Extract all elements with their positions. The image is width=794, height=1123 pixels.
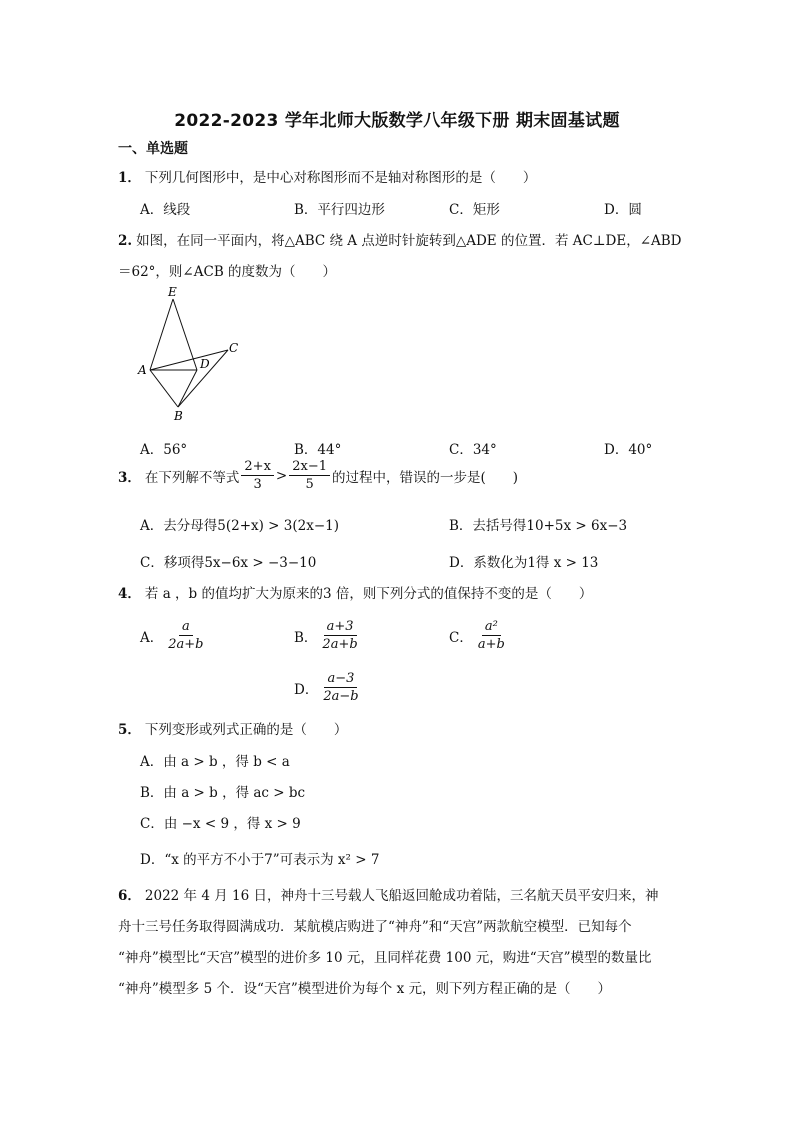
question-1 xyxy=(118,166,536,186)
option-label: C． xyxy=(449,629,473,646)
q1-option-c: C．矩形 xyxy=(449,202,500,218)
page-title: 2022-2023 学年北师大版数学八年级下册 期末固基试题 xyxy=(174,111,620,131)
question-stem-post: 的过程中，错误的一步是( ) xyxy=(332,469,519,486)
question-stem: 下列变形或列式正确的是（ ） xyxy=(144,722,348,738)
numerator: a−3 xyxy=(324,670,357,688)
q2-option-a: A．56° xyxy=(140,442,188,458)
fraction xyxy=(241,458,274,493)
q4-option-a xyxy=(140,618,209,653)
question-stem: 若 a ，b 的值均扩大为原来的3 倍，则下列分式的值保持不变的是（ ） xyxy=(144,586,593,602)
question-3 xyxy=(118,458,518,493)
numerator: a xyxy=(179,618,193,636)
question-4 xyxy=(118,582,592,602)
q5-option-b: B．由 a > b ，得 ac > bc xyxy=(140,785,306,801)
question-6-line-3: “神舟”模型比“天宫”模型的进价多 10 元，且同样花费 100 元，购进“天宫”模型的数量比 xyxy=(118,950,652,966)
label-d: D xyxy=(200,357,210,371)
label-c: C xyxy=(229,341,239,355)
question-stem: 下列几何图形中，是中心对称图形而不是轴对称图形的是（ ） xyxy=(144,170,537,186)
q3-option-c: C．移项得5x−6x > −3−10 xyxy=(140,555,317,571)
numerator: 2x−1 xyxy=(289,458,330,476)
q5-option-c: C．由 −x < 9 ，得 x > 9 xyxy=(140,816,301,832)
question-number: 3． xyxy=(118,469,141,486)
question-stem-line-1: 2022 年 4 月 16 日，神舟十三号载人飞船返回舱成功着陆，三名航天员平安归来，神 xyxy=(144,888,659,904)
denominator: 3 xyxy=(253,477,262,492)
numerator: a² xyxy=(482,618,501,636)
question-stem-pre: 在下列解不等式 xyxy=(144,469,240,486)
q4-option-b xyxy=(294,618,363,653)
q2-option-b: B．44° xyxy=(294,442,342,458)
denominator: 2a+b xyxy=(168,637,204,652)
triangle-rotation-figure xyxy=(130,282,250,427)
denominator: 5 xyxy=(305,477,314,492)
question-number: 1． xyxy=(118,170,141,186)
question-6-line-4: “神舟”模型多 5 个．设“天宫”模型进价为每个 x 元，则下列方程正确的是（ ） xyxy=(118,981,611,997)
q5-option-a: A．由 a > b ，得 b < a xyxy=(140,754,290,770)
question-number: 5． xyxy=(118,722,141,738)
question-6 xyxy=(118,884,659,904)
question-stem-line-1: 如图，在同一平面内，将△ABC 绕 A 点逆时针旋转到△ADE 的位置．若 AC⊥DE，∠ABD xyxy=(136,233,682,249)
label-e: E xyxy=(168,285,177,299)
question-number: 6． xyxy=(118,888,141,904)
label-b: B xyxy=(174,409,183,423)
question-5 xyxy=(118,718,347,738)
option-label: A． xyxy=(140,629,164,646)
fraction xyxy=(289,458,330,493)
label-a: A xyxy=(138,363,147,377)
q5-option-d: D．“x 的平方不小于7”可表示为 x² > 7 xyxy=(140,852,380,868)
fraction xyxy=(320,670,361,705)
q3-option-d: D．系数化为1得 x > 13 xyxy=(449,555,599,571)
denominator: a+b xyxy=(477,637,505,652)
question-2 xyxy=(118,229,682,249)
q4-option-c xyxy=(449,618,510,653)
denominator: 2a−b xyxy=(323,689,359,704)
q1-option-d: D．圆 xyxy=(604,202,642,218)
numerator: 2+x xyxy=(241,458,274,476)
option-label: D． xyxy=(294,681,319,698)
question-2-line-2: ＝62°，则∠ACB 的度数为（ ） xyxy=(118,264,337,280)
q2-option-d: D．40° xyxy=(604,442,653,458)
greater-than-sign: > xyxy=(275,467,288,484)
option-label: B． xyxy=(294,629,318,646)
numerator: a+3 xyxy=(324,618,357,636)
fraction xyxy=(165,618,206,653)
denominator: 2a+b xyxy=(322,637,358,652)
question-number: 4． xyxy=(118,586,141,602)
q4-option-d xyxy=(294,670,364,705)
section-heading: 一、单选题 xyxy=(118,141,188,157)
q3-option-a: A．去分母得5(2+x) > 3(2x−1) xyxy=(140,518,340,534)
fraction xyxy=(475,618,508,653)
fraction xyxy=(319,618,360,653)
question-number: 2. xyxy=(118,233,133,249)
q2-option-c: C．34° xyxy=(449,442,497,458)
q1-option-b: B．平行四边形 xyxy=(294,202,385,218)
question-6-line-2: 舟十三号任务取得圆满成功．某航模店购进了“神舟”和“天宫”两款航空模型．已知每个 xyxy=(118,919,632,935)
q1-option-a: A．线段 xyxy=(140,202,191,218)
q3-option-b: B．去括号得10+5x > 6x−3 xyxy=(449,518,628,534)
